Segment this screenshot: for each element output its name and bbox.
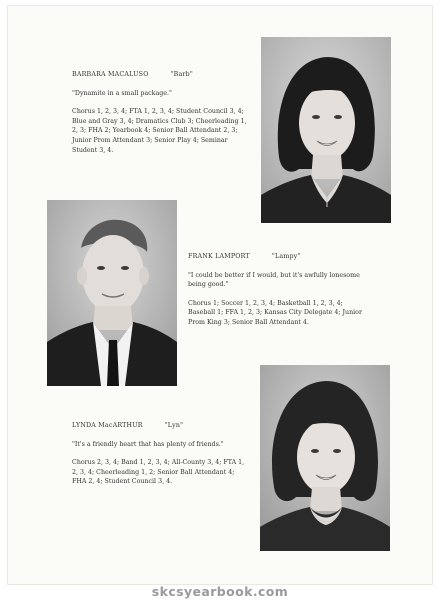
student-activities: Chorus 2, 3, 4; Band 1, 2, 3, 4; All-County 3, 4; FTA 1, 2, 3, 4; Cheerleading 1, 2; Senior Ball Attendant 4; FHA 2, 4; Student Council 3, 4. (72, 459, 245, 486)
student-activities: Chorus 1; Soccer 1, 2, 3, 4; Basketball 1, 2, 3, 4; Baseball 1; FFA 1, 2, 3; Kansas City Delegate 4; Junior Prom King 3; Senior Ball Attendant 4. (188, 299, 362, 326)
student-quote: "I could be better if I would, but it's awfully lonesome being good." (188, 271, 360, 289)
student-entry-2 (188, 252, 363, 328)
student-name: LYNDA MacARTHUR (72, 422, 143, 429)
student-name: BARBARA MACALUSO (72, 71, 149, 78)
student-name: FRANK LAMPORT (188, 253, 250, 260)
watermark-text: skcsyearbook.com (151, 584, 289, 599)
student-entry-3 (72, 421, 250, 487)
student-nickname: "Barb" (170, 71, 193, 78)
student-quote: "It's a friendly heart that has plenty of friends." (72, 440, 224, 448)
student-entry-1 (72, 70, 250, 155)
student-portrait-3 (260, 365, 390, 551)
student-quote: "Dynamite in a small package." (72, 89, 172, 97)
student-nickname: "Lyn" (164, 422, 184, 429)
student-portrait-2 (47, 200, 177, 386)
student-nickname: "Lampy" (271, 253, 301, 260)
student-activities: Chorus 1, 2, 3, 4; FTA 1, 2, 3, 4; Student Council 3, 4; Blue and Gray 3, 4; Dramatics Club 3; Cheerleading 1, 2, 3; FHA 2; Yearbook 4; Senior Ball Attendant 2, 3; Junior Prom Attendant 3; Senior Play 4; Seminar Student 3, 4. (72, 108, 247, 154)
student-portrait-1 (261, 37, 391, 223)
